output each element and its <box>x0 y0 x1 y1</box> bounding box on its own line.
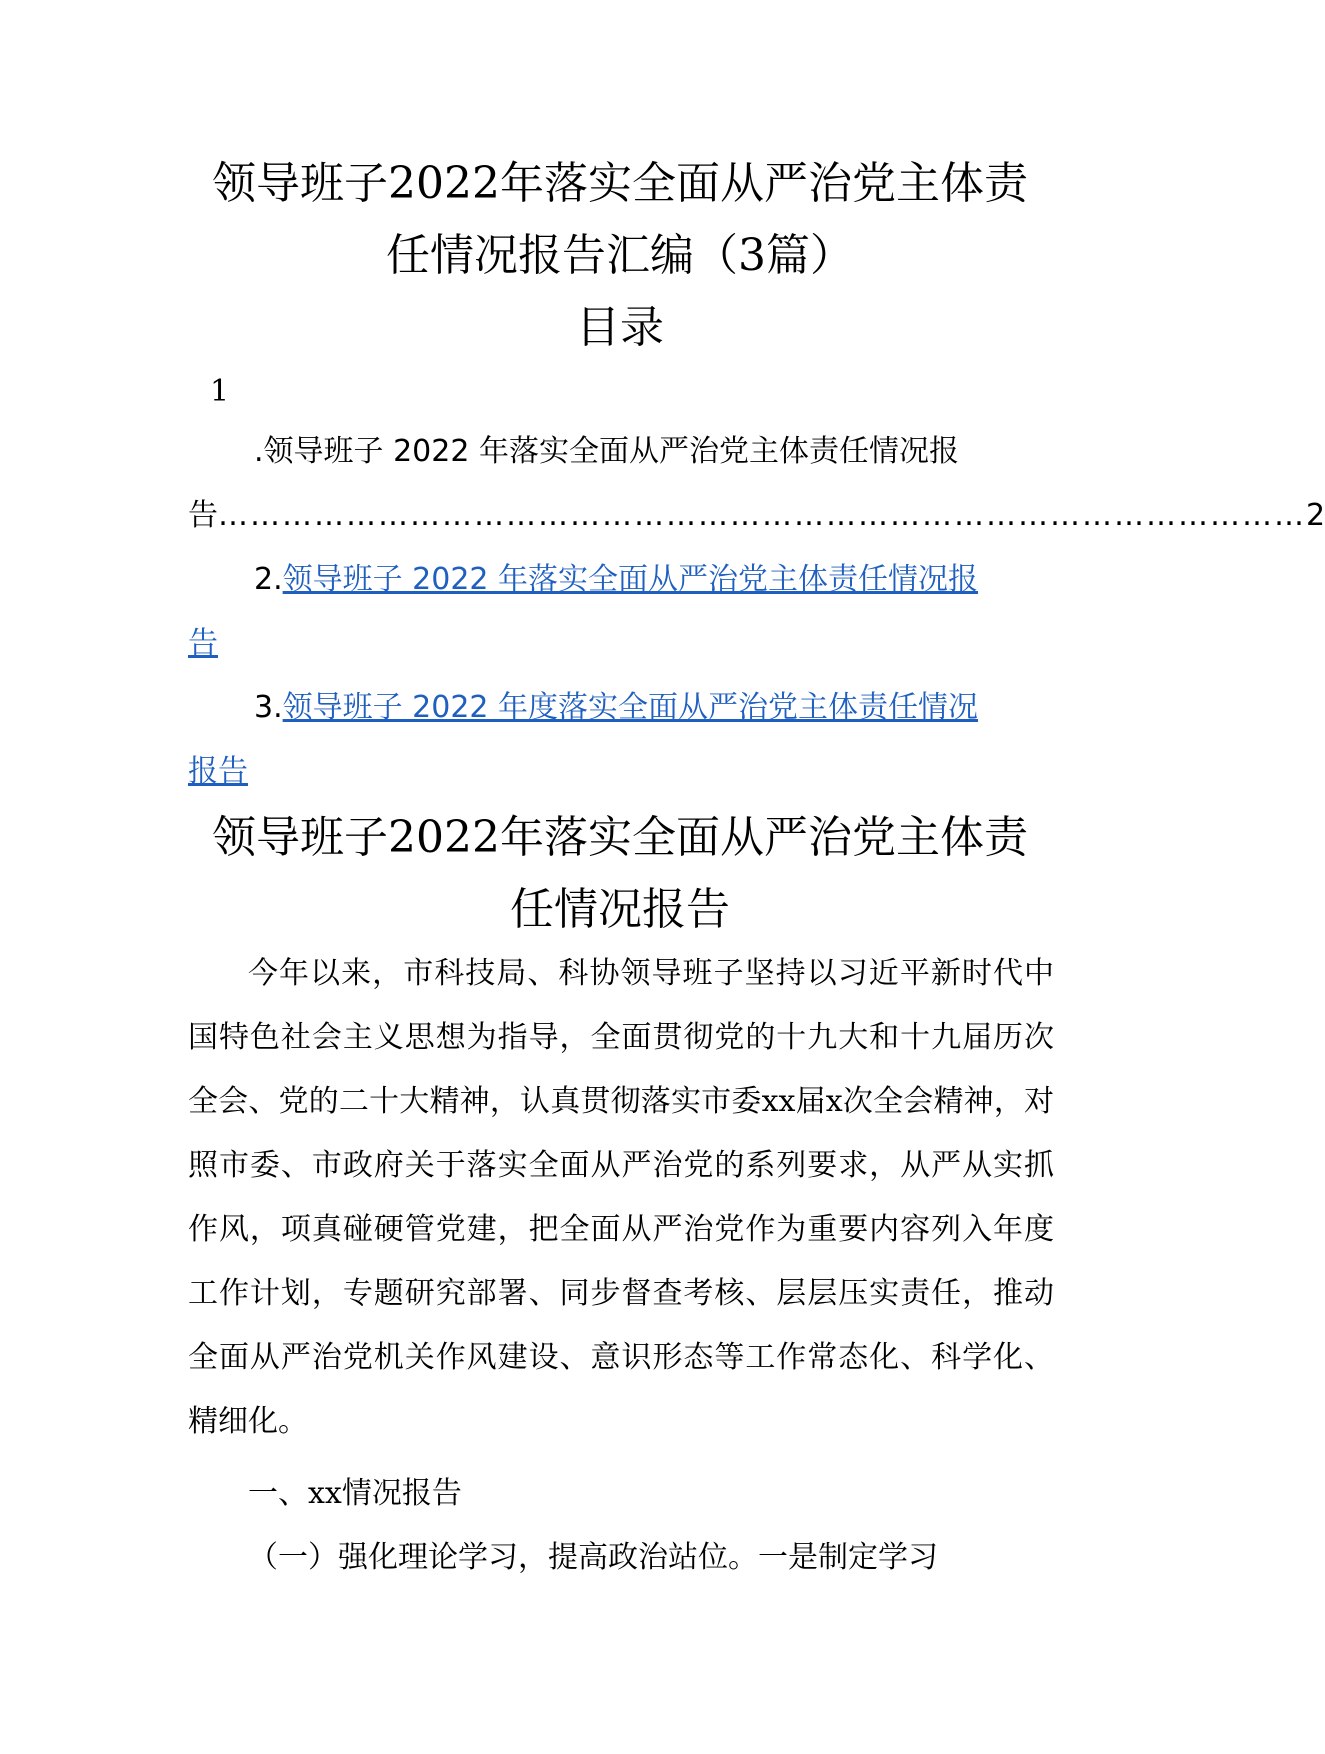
body-paragraph <box>188 942 1054 1454</box>
title-text: 领导班子 <box>212 812 388 863</box>
body-paragraph: （一）强化理论学习，提高政治站位。一是制定学习 <box>248 1540 938 1575</box>
toc-entry-text: 告 <box>188 498 218 533</box>
title-text: 年落实全面从严治党主体责 <box>499 812 1028 863</box>
section-heading <box>188 1462 1054 1526</box>
title-text: 领导班子 <box>212 158 388 209</box>
toc-entry-2 <box>188 548 1054 676</box>
paragraph-text: 今年以来，市科技局、科协领导班子坚持以习近平新时代中国特色社会主义思想为指导，全面贯彻党的十九大和十九届历次全会、党的二十大精神，认真贯彻落实市委 <box>188 956 1054 1119</box>
title-text: 篇） <box>766 230 854 281</box>
title-text: 年落实全面从严治党主体责 <box>499 158 1028 209</box>
toc-entry-line2 <box>188 484 1325 548</box>
title-year: 2022 <box>388 158 500 209</box>
toc-entry-1[interactable] <box>188 420 1325 548</box>
toc-link[interactable]: 领导班子 2022 年落实全面从严治党主体责任情况报 <box>282 562 979 597</box>
paragraph-text: x <box>825 1084 843 1119</box>
toc-link[interactable]: 告 <box>188 626 218 661</box>
toc-heading: 目录 <box>576 302 664 353</box>
toc-link[interactable]: 报告 <box>188 754 248 789</box>
toc-entry-prefix: 3. <box>254 690 283 725</box>
toc-link[interactable]: 领导班子 2022 年度落实全面从严治党主体责任情况 <box>282 690 979 725</box>
toc-entry-prefix: 2. <box>254 562 283 597</box>
document-title <box>150 148 1090 292</box>
title-count: 3 <box>738 230 766 281</box>
toc-page-number: 2 <box>1306 498 1325 533</box>
paragraph-text: xx <box>761 1084 796 1119</box>
heading-text: 一、 <box>248 1476 308 1511</box>
paragraph-text: 届 <box>795 1084 826 1119</box>
section-title <box>150 802 1090 946</box>
title-year: 2022 <box>388 812 500 863</box>
paragraph-text: 次全会精神，对照市委、市政府关于落实全面从严治党的系列要求，从严从实抓作风，项真碰硬管党建，把全面从严治党作为重要内容列入年度工作计划，专题研究部署、同步督查考核、层层压实责任，推动全面从严治党机关作风建设、意识形态等工作常态化、科学化、精细化。 <box>188 1084 1055 1439</box>
toc-entry-text: .领导班子 2022 年落实全面从严治党主体责任情况报 <box>254 434 959 469</box>
title-text: 任情况报告汇编（ <box>386 230 738 281</box>
title-text: 任情况报告 <box>510 884 730 935</box>
heading-text: xx <box>308 1476 342 1511</box>
toc-leader-dots: ………………………………………………………………………………………… <box>218 498 1306 533</box>
toc-number-marker: 1 <box>210 374 230 409</box>
toc-entry-3 <box>188 676 1054 804</box>
heading-text: 情况报告 <box>341 1476 462 1511</box>
